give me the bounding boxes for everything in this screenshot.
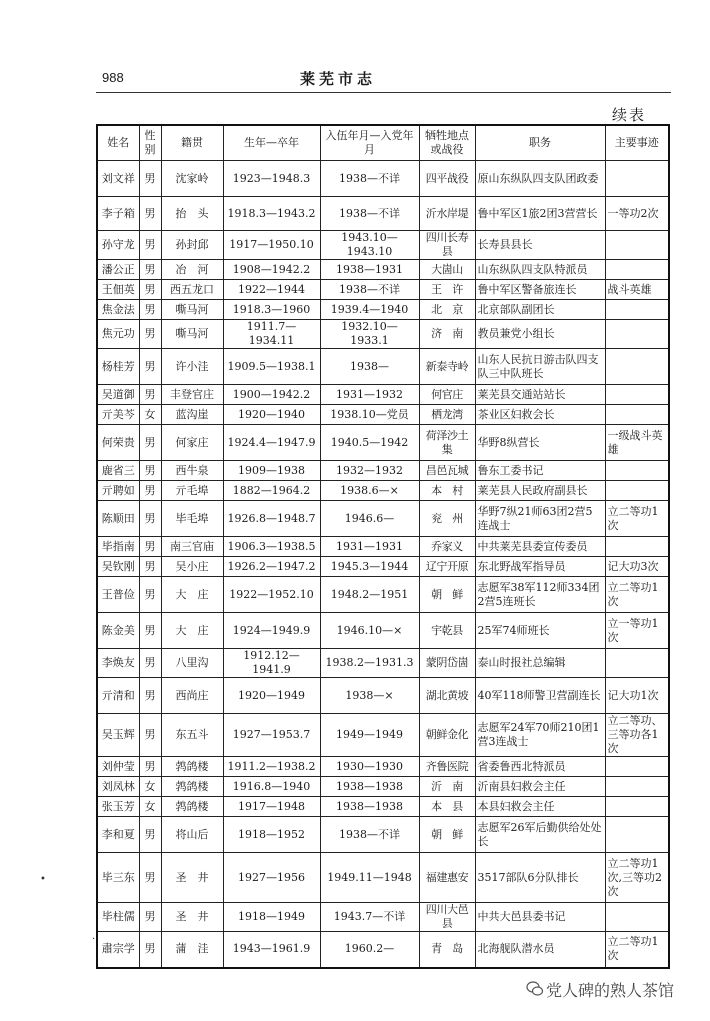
cell-name: 毕柱儒: [97, 903, 139, 932]
cell-birth-death: 1911.7—1934.11: [223, 320, 320, 349]
cell-name: 吴钦刚: [97, 557, 139, 577]
cell-place-of-death: 兖 州: [419, 501, 475, 537]
cell-enlist-party: 1938—不详: [320, 817, 419, 853]
cell-enlist-party: 1938—不详: [320, 280, 419, 300]
cell-deeds: [605, 385, 669, 405]
cell-place-of-death: 大崮山: [419, 260, 475, 280]
cell-place-of-death: 朝鲜金化: [419, 714, 475, 757]
table-row: [97, 231, 669, 260]
cell-enlist-party: 1946.6—: [320, 501, 419, 537]
cell-native-place: 鹁鸽楼: [161, 757, 223, 777]
cell-position: 中共莱芜县委宣传委员: [475, 537, 605, 557]
table-row: [97, 461, 669, 481]
cell-enlist-party: 1931—1931: [320, 537, 419, 557]
cell-position: 鲁东工委书记: [475, 461, 605, 481]
cell-native-place: 西牛泉: [161, 461, 223, 481]
cell-deeds: [605, 757, 669, 777]
cell-birth-death: 1923—1948.3: [223, 161, 320, 197]
cell-sex: 男: [139, 349, 161, 385]
martyrs-table: [96, 124, 670, 969]
cell-native-place: 何家庄: [161, 425, 223, 461]
cell-birth-death: 1911.2—1938.2: [223, 757, 320, 777]
cell-birth-death: 1922—1952.10: [223, 577, 320, 613]
cell-sex: 女: [139, 405, 161, 425]
cell-deeds: [605, 161, 669, 197]
cell-place-of-death: 湖北黄坡: [419, 678, 475, 714]
cell-deeds: 战斗英雄: [605, 280, 669, 300]
cell-position: 鲁中军区1旅2团3营营长: [475, 197, 605, 231]
cell-native-place: 鹁鸽楼: [161, 797, 223, 817]
cell-sex: 男: [139, 260, 161, 280]
cell-place-of-death: 蒙阴岱崮: [419, 649, 475, 678]
cell-place-of-death: 乔家义: [419, 537, 475, 557]
cell-deeds: [605, 461, 669, 481]
cell-enlist-party: 1932—1932: [320, 461, 419, 481]
cell-sex: 男: [139, 714, 161, 757]
cell-sex: 男: [139, 280, 161, 300]
column-header-name: 姓名: [97, 125, 139, 161]
cell-birth-death: 1912.12—1941.9: [223, 649, 320, 678]
cell-birth-death: 1916.8—1940: [223, 777, 320, 797]
cell-deeds: [605, 231, 669, 260]
cell-name: 刘仲莹: [97, 757, 139, 777]
cell-name: 刘凤林: [97, 777, 139, 797]
table-row: [97, 757, 669, 777]
cell-sex: 男: [139, 537, 161, 557]
table-row: [97, 853, 669, 903]
cell-position: 教员兼党小组长: [475, 320, 605, 349]
cell-place-of-death: 青 岛: [419, 932, 475, 968]
cell-position: 鲁中军区警备旅连长: [475, 280, 605, 300]
table-row: [97, 903, 669, 932]
cell-native-place: 抬 头: [161, 197, 223, 231]
cell-enlist-party: 1949—1949: [320, 714, 419, 757]
cell-sex: 男: [139, 932, 161, 968]
cell-birth-death: 1917—1950.10: [223, 231, 320, 260]
watermark-text: 党人碑的熟人茶馆: [546, 981, 675, 1000]
table-row: [97, 714, 669, 757]
cell-position: 莱芜县交通站站长: [475, 385, 605, 405]
cell-name: 鹿省三: [97, 461, 139, 481]
cell-sex: 女: [139, 797, 161, 817]
table-row: [97, 577, 669, 613]
cell-place-of-death: 北 京: [419, 300, 475, 320]
cell-deeds: [605, 649, 669, 678]
cell-birth-death: 1918.3—1960: [223, 300, 320, 320]
column-header-native-place: 籍贯: [161, 125, 223, 161]
cell-name: 刘文祥: [97, 161, 139, 197]
cell-place-of-death: 朝 鲜: [419, 577, 475, 613]
cell-place-of-death: 济 南: [419, 320, 475, 349]
cell-position: 东北野战军指导员: [475, 557, 605, 577]
cell-deeds: [605, 481, 669, 501]
cell-enlist-party: 1945.3—1944: [320, 557, 419, 577]
header-divider: [96, 92, 671, 93]
cell-sex: 男: [139, 501, 161, 537]
cell-sex: 男: [139, 613, 161, 649]
cell-name: 李和夏: [97, 817, 139, 853]
cell-position: 山东人民抗日游击队四支队三中队班长: [475, 349, 605, 385]
cell-native-place: 南三官庙: [161, 537, 223, 557]
cell-birth-death: 1882—1964.2: [223, 481, 320, 501]
cell-enlist-party: 1938—不详: [320, 197, 419, 231]
cell-sex: 男: [139, 903, 161, 932]
cell-position: 莱芜县人民政府副县长: [475, 481, 605, 501]
cell-name: 亓清和: [97, 678, 139, 714]
cell-sex: 男: [139, 231, 161, 260]
page-number: 988: [102, 70, 124, 85]
column-header-enlist-party: 入伍年月—入党年月: [320, 125, 419, 161]
cell-place-of-death: 何官庄: [419, 385, 475, 405]
table-row: [97, 161, 669, 197]
cell-enlist-party: 1931—1932: [320, 385, 419, 405]
cell-name: 王普俭: [97, 577, 139, 613]
cell-name: 陈金美: [97, 613, 139, 649]
table-row: [97, 613, 669, 649]
continued-label: 续表: [612, 106, 647, 124]
cell-birth-death: 1918—1952: [223, 817, 320, 853]
cell-sex: 男: [139, 461, 161, 481]
table-row: [97, 557, 669, 577]
cell-name: 潘公正: [97, 260, 139, 280]
cell-place-of-death: 宇乾县: [419, 613, 475, 649]
cell-deeds: 记大功3次: [605, 557, 669, 577]
cell-native-place: 大 庄: [161, 613, 223, 649]
cell-sex: 男: [139, 853, 161, 903]
cell-enlist-party: 1939.4—1940: [320, 300, 419, 320]
cell-position: 茶业区妇救会长: [475, 405, 605, 425]
cell-native-place: 亓毛埠: [161, 481, 223, 501]
cell-name: 李焕友: [97, 649, 139, 678]
cell-deeds: [605, 405, 669, 425]
cell-enlist-party: 1960.2—: [320, 932, 419, 968]
cell-place-of-death: 栖龙湾: [419, 405, 475, 425]
cell-position: 北海舰队潜水员: [475, 932, 605, 968]
cell-position: 山东纵队四支队特派员: [475, 260, 605, 280]
cell-deeds: [605, 817, 669, 853]
cell-sex: 男: [139, 481, 161, 501]
cell-name: 陈顺田: [97, 501, 139, 537]
cell-place-of-death: 王 许: [419, 280, 475, 300]
cell-sex: 男: [139, 649, 161, 678]
cell-name: 焦金法: [97, 300, 139, 320]
cell-native-place: 孙封邱: [161, 231, 223, 260]
cell-native-place: 八里沟: [161, 649, 223, 678]
cell-enlist-party: 1938.6—×: [320, 481, 419, 501]
table-row: [97, 817, 669, 853]
cell-place-of-death: 本 村: [419, 481, 475, 501]
cell-deeds: 立二等功1次,三等功2次: [605, 853, 669, 903]
cell-native-place: 许小洼: [161, 349, 223, 385]
cell-sex: 男: [139, 678, 161, 714]
cell-sex: 男: [139, 817, 161, 853]
table-row: [97, 405, 669, 425]
cell-name: 何荣贵: [97, 425, 139, 461]
cell-name: 亓美芩: [97, 405, 139, 425]
cell-sex: 男: [139, 425, 161, 461]
cell-position: 志愿军38军112师334团2营5连班长: [475, 577, 605, 613]
cell-sex: 男: [139, 161, 161, 197]
cell-deeds: 一级战斗英雄: [605, 425, 669, 461]
cell-birth-death: 1920—1940: [223, 405, 320, 425]
cell-native-place: 丰登官庄: [161, 385, 223, 405]
cell-enlist-party: 1932.10—1933.1: [320, 320, 419, 349]
cell-sex: 女: [139, 777, 161, 797]
cell-deeds: 立二等功、三等功各1次: [605, 714, 669, 757]
cell-sex: 男: [139, 757, 161, 777]
table-row: [97, 349, 669, 385]
cell-enlist-party: 1943.7—不详: [320, 903, 419, 932]
cell-enlist-party: 1938—1938: [320, 797, 419, 817]
cell-place-of-death: 齐鲁医院: [419, 757, 475, 777]
cell-enlist-party: 1930—1930: [320, 757, 419, 777]
table-row: [97, 280, 669, 300]
cell-name: 吴道御: [97, 385, 139, 405]
cell-name: 肅宗学: [97, 932, 139, 968]
table-row: [97, 537, 669, 557]
cell-birth-death: 1909—1938: [223, 461, 320, 481]
cell-birth-death: 1924.4—1947.9: [223, 425, 320, 461]
cell-native-place: 蓝沟崖: [161, 405, 223, 425]
cell-deeds: [605, 797, 669, 817]
table-row: [97, 481, 669, 501]
cell-place-of-death: 新泰寺岭: [419, 349, 475, 385]
cell-sex: 男: [139, 385, 161, 405]
cell-place-of-death: 荷泽沙土集: [419, 425, 475, 461]
cell-position: 25军74师班长: [475, 613, 605, 649]
cell-position: 泰山时报社总编辑: [475, 649, 605, 678]
table-row: [97, 932, 669, 968]
cell-position: 华野8纵营长: [475, 425, 605, 461]
cell-name: 吴玉辉: [97, 714, 139, 757]
cell-enlist-party: 1938—: [320, 349, 419, 385]
cell-native-place: 嘶马河: [161, 300, 223, 320]
cell-native-place: 圣 井: [161, 903, 223, 932]
cell-birth-death: 1917—1948: [223, 797, 320, 817]
cell-name: 亓聘如: [97, 481, 139, 501]
cell-position: 省委鲁西北特派员: [475, 757, 605, 777]
cell-deeds: 一等功2次: [605, 197, 669, 231]
cell-position: 志愿军26军后勤供给处处长: [475, 817, 605, 853]
cell-native-place: 西五龙口: [161, 280, 223, 300]
cell-native-place: 鹁鸽楼: [161, 777, 223, 797]
cell-place-of-death: 昌邑瓦城: [419, 461, 475, 481]
cell-name: 焦元功: [97, 320, 139, 349]
cell-position: 志愿军24军70师210团1营3连战士: [475, 714, 605, 757]
cell-birth-death: 1926.2—1947.2: [223, 557, 320, 577]
cell-birth-death: 1906.3—1938.5: [223, 537, 320, 557]
cell-enlist-party: 1938—1938: [320, 777, 419, 797]
cell-deeds: 立二等功1次: [605, 932, 669, 968]
cell-sex: 男: [139, 320, 161, 349]
cell-position: 40军118师警卫营副连长: [475, 678, 605, 714]
cell-native-place: 大 庄: [161, 577, 223, 613]
column-header-place-of-death: 牺牲地点或战役: [419, 125, 475, 161]
cell-deeds: 立一等功1次: [605, 613, 669, 649]
scan-speck: ·: [92, 934, 96, 945]
cell-deeds: [605, 260, 669, 280]
cell-deeds: [605, 300, 669, 320]
cell-place-of-death: 朝 鲜: [419, 817, 475, 853]
cell-native-place: 嘶马河: [161, 320, 223, 349]
cell-native-place: 西尚庄: [161, 678, 223, 714]
cell-birth-death: 1900—1942.2: [223, 385, 320, 405]
scan-speck: •: [40, 874, 46, 885]
table-row: [97, 797, 669, 817]
cell-birth-death: 1927—1956: [223, 853, 320, 903]
cell-enlist-party: 1938—×: [320, 678, 419, 714]
cell-name: 张玉芳: [97, 797, 139, 817]
cell-name: 孙守龙: [97, 231, 139, 260]
cell-position: 沂南县妇救会主任: [475, 777, 605, 797]
cell-position: 北京部队副团长: [475, 300, 605, 320]
cell-deeds: 立二等功1次: [605, 577, 669, 613]
column-header-birth-death: 生年—卒年: [223, 125, 320, 161]
cell-birth-death: 1943—1961.9: [223, 932, 320, 968]
cell-name: 杨桂芳: [97, 349, 139, 385]
cell-enlist-party: 1946.10—×: [320, 613, 419, 649]
table-row: [97, 197, 669, 231]
cell-deeds: [605, 349, 669, 385]
cell-place-of-death: 辽宁开原: [419, 557, 475, 577]
cell-birth-death: 1909.5—1938.1: [223, 349, 320, 385]
cell-deeds: 记大功1次: [605, 678, 669, 714]
cell-native-place: 沈家岭: [161, 161, 223, 197]
cell-native-place: 圣 井: [161, 853, 223, 903]
cell-sex: 男: [139, 577, 161, 613]
cell-enlist-party: 1938.2—1931.3: [320, 649, 419, 678]
cell-birth-death: 1918.3—1943.2: [223, 197, 320, 231]
cell-deeds: [605, 777, 669, 797]
cell-sex: 男: [139, 300, 161, 320]
cell-deeds: [605, 320, 669, 349]
table-row: [97, 425, 669, 461]
page-title: 莱芜市志: [300, 70, 377, 88]
cell-native-place: 吴小庄: [161, 557, 223, 577]
cell-enlist-party: 1943.10—1943.10: [320, 231, 419, 260]
table-row: [97, 777, 669, 797]
cell-name: 毕三东: [97, 853, 139, 903]
column-header-sex: 性别: [139, 125, 161, 161]
cell-birth-death: 1926.8—1948.7: [223, 501, 320, 537]
cell-native-place: 毕毛埠: [161, 501, 223, 537]
cell-birth-death: 1918—1949: [223, 903, 320, 932]
table-row: [97, 501, 669, 537]
cell-place-of-death: 四川大邑县: [419, 903, 475, 932]
table-row: [97, 385, 669, 405]
table-row: [97, 678, 669, 714]
cell-place-of-death: 沂水岸堤: [419, 197, 475, 231]
cell-position: 长寿县县长: [475, 231, 605, 260]
cell-enlist-party: 1949.11—1948: [320, 853, 419, 903]
cell-birth-death: 1927—1953.7: [223, 714, 320, 757]
cell-native-place: 将山后: [161, 817, 223, 853]
cell-deeds: [605, 537, 669, 557]
cell-enlist-party: 1938—1931: [320, 260, 419, 280]
cell-sex: 男: [139, 197, 161, 231]
table-body: [97, 161, 669, 968]
table-row: [97, 320, 669, 349]
cell-sex: 男: [139, 557, 161, 577]
cell-place-of-death: 四川长寿县: [419, 231, 475, 260]
cell-deeds: [605, 903, 669, 932]
cell-enlist-party: 1948.2—1951: [320, 577, 419, 613]
cell-name: 李子箱: [97, 197, 139, 231]
cell-deeds: 立二等功1次: [605, 501, 669, 537]
cell-place-of-death: 四平战役: [419, 161, 475, 197]
cell-enlist-party: 1940.5—1942: [320, 425, 419, 461]
column-header-position: 职务: [475, 125, 605, 161]
cell-place-of-death: 本 县: [419, 797, 475, 817]
cell-position: 原山东纵队四支队团政委: [475, 161, 605, 197]
cell-position: 华野7纵21师63团2营5连战士: [475, 501, 605, 537]
cell-position: 本县妇救会主任: [475, 797, 605, 817]
table-row: [97, 649, 669, 678]
cell-native-place: 东五斗: [161, 714, 223, 757]
cell-name: 王佃英: [97, 280, 139, 300]
cell-place-of-death: 福建惠安: [419, 853, 475, 903]
cell-name: 毕指南: [97, 537, 139, 557]
cell-native-place: 冶 河: [161, 260, 223, 280]
table-row: [97, 260, 669, 280]
cell-native-place: 蒲 洼: [161, 932, 223, 968]
cell-enlist-party: 1938.10—党员: [320, 405, 419, 425]
cell-position: 3517部队6分队排长: [475, 853, 605, 903]
cell-position: 中共大邑县委书记: [475, 903, 605, 932]
column-header-deeds: 主要事迹: [605, 125, 669, 161]
table-header-row: [97, 125, 669, 161]
cell-birth-death: 1908—1942.2: [223, 260, 320, 280]
cell-birth-death: 1920—1949: [223, 678, 320, 714]
table-row: [97, 300, 669, 320]
cell-birth-death: 1924—1949.9: [223, 613, 320, 649]
cell-place-of-death: 沂 南: [419, 777, 475, 797]
cell-birth-death: 1922—1944: [223, 280, 320, 300]
cell-enlist-party: 1938—不详: [320, 161, 419, 197]
